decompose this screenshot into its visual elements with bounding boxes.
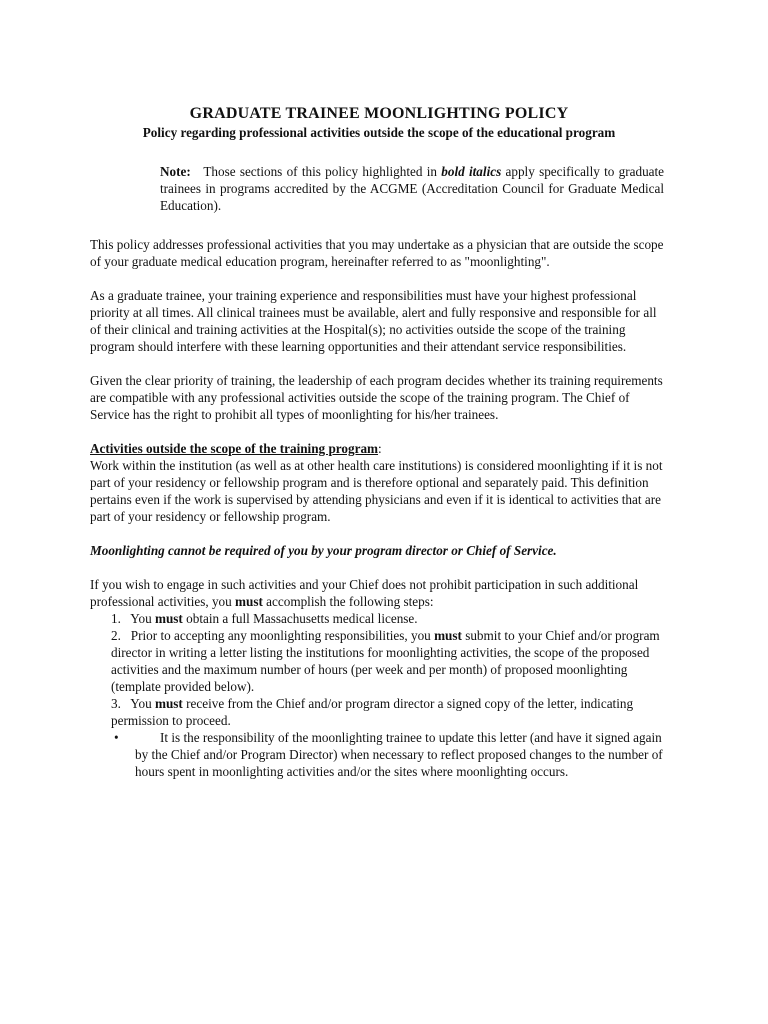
section-activities [90, 440, 668, 457]
bullet-text: It is the responsibility of the moonlighting trainee to update this letter (and have it signed again by the Chief and/or Program Director) when necessary to reflect proposed changes to the number of hours spent in moonlighting activities and/or the sites where moonlighting occurs. [135, 730, 663, 779]
note-text-before: Those sections of this policy highlighted in [203, 164, 437, 179]
step-must: must [434, 628, 462, 643]
step-number: 1. [111, 611, 121, 626]
bullet-item [111, 729, 668, 780]
step-text-after: submit to your Chief and/or program director in writing a letter listing the institutions for moonlighting activities, the scope of the proposed activities and the maximum number of hours (per week and per month) of proposed moonlighting (template provided below). [111, 628, 660, 694]
step-text-after: receive from the Chief and/or program director a signed copy of the letter, indicating permission to proceed. [111, 696, 634, 728]
note-block [160, 163, 664, 214]
steps-intro-after: accomplish the following steps: [266, 594, 434, 609]
paragraph-definition: Work within the institution (as well as at other health care institutions) is considered moonlighting if it is not part of your residency or fellowship program and is therefore optional and separately paid. This definition pertains even if the work is supervised by attending physicians and even if it is identical to activities that are part of your residency or fellowship program. [90, 458, 663, 524]
emphasis-line: Moonlighting cannot be required of you by your program director or Chief of Service. [90, 543, 557, 558]
step-item [111, 610, 668, 627]
paragraph-steps-intro [90, 576, 668, 610]
paragraph-scope: This policy addresses professional activities that you may undertake as a physician that are outside the scope of your graduate medical education program, hereinafter referred to as "moonlighting". [90, 237, 664, 269]
steps-intro-must: must [235, 594, 263, 609]
step-text-before: You [130, 696, 152, 711]
note-text-after: apply specifically to graduate trainees in programs accredited by the ACGME (Accreditation Council for Graduate Medical Education). [160, 164, 665, 213]
step-must: must [154, 611, 183, 626]
step-must: must [154, 696, 183, 711]
note-emphasis: bold italics [441, 164, 502, 179]
section-heading-suffix: : [378, 441, 382, 456]
step-number: 3. [111, 696, 121, 711]
document-title: GRADUATE TRAINEE MOONLIGHTING POLICY [189, 105, 569, 122]
steps-intro-before: If you wish to engage in such activities and your Chief does not prohibit participation in such additional professional activities, you [90, 577, 639, 609]
steps-list [90, 610, 668, 729]
bullet-icon: • [114, 730, 119, 745]
step-text-before: Prior to accepting any moonlighting responsibilities, you [130, 628, 431, 643]
document-subtitle: Policy regarding professional activities outside the scope of the educational program [142, 125, 616, 140]
step-number: 2. [111, 628, 121, 643]
step-text-after: obtain a full Massachusetts medical license. [186, 611, 418, 626]
step-text-before: You [130, 611, 152, 626]
note-label: Note: [160, 164, 191, 179]
step-item [111, 627, 668, 695]
section-heading: Activities outside the scope of the training program [90, 441, 379, 456]
paragraph-priority: As a graduate trainee, your training experience and responsibilities must have your highest professional priority at all times. All clinical trainees must be available, alert and fully responsive and responsible for all of their clinical and training activities at the Hospital(s); no activities outside the scope of the training program should interfere with these learning opportunities and their attendant service responsibilities. [90, 288, 657, 354]
step-item [111, 695, 668, 729]
paragraph-leadership: Given the clear priority of training, the leadership of each program decides whether its training requirements are compatible with any professional activities outside the scope of the training program. The Chief of Service has the right to prohibit all types of moonlighting for his/her trainees. [90, 373, 663, 422]
